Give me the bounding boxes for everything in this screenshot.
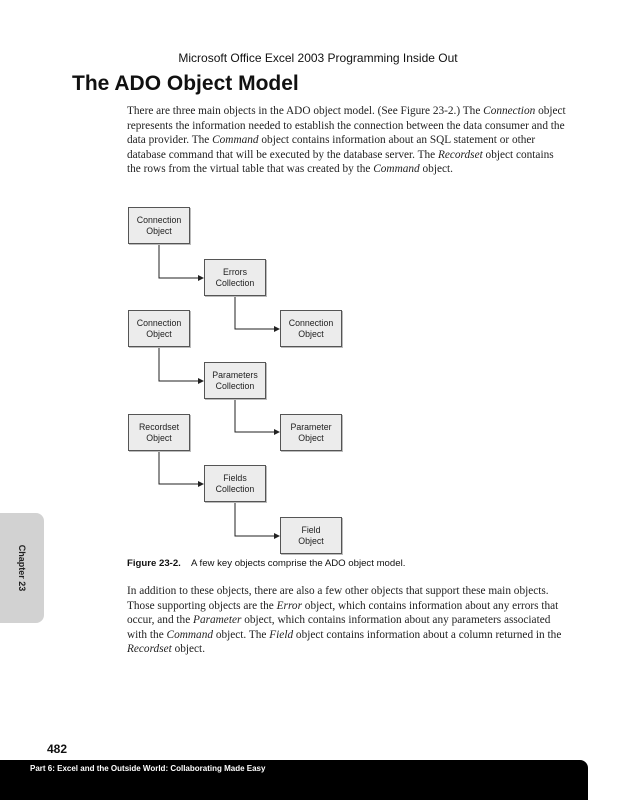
figure-caption (127, 558, 405, 569)
part-label: Part 6: Excel and the Outside World: Collaborating Made Easy (30, 764, 266, 773)
chapter-tab-label: Chapter 23 (17, 544, 27, 592)
connector-arrow (159, 451, 203, 484)
connector-arrow (159, 244, 203, 278)
recordset-object-box: Recordset Object (128, 414, 190, 451)
field-object-box: Field Object (280, 517, 342, 554)
page-number: 482 (47, 742, 68, 756)
parameters-collection-box: Parameters Collection (204, 362, 266, 399)
parameter-object-box: Parameter Object (280, 414, 342, 451)
connector-arrow (235, 399, 279, 432)
footer-bar (0, 760, 588, 800)
connection-object-box: Connection Object (128, 310, 190, 347)
supporting-objects-paragraph: In addition to these objects, there are also a few other objects that support these main objects. Those supporting objects are the Error object, which contains information about any errors that occur, and the Parameter object, which contains information about any parameters associated with the Command object. The Field object contains information about a column returned in the Recordset object. (127, 585, 562, 656)
fields-collection-box: Fields Collection (204, 465, 266, 502)
chapter-tab (0, 513, 44, 623)
connection-object-box: Connection Object (128, 207, 190, 244)
section-title: The ADO Object Model (72, 72, 299, 95)
figure-caption-text: A few key objects comprise the ADO object model. (191, 558, 406, 569)
connection-object-box: Connection Object (280, 310, 342, 347)
running-head: Microsoft Office Excel 2003 Programming Inside Out (178, 51, 458, 65)
figure-number: Figure 23-2. (127, 558, 181, 569)
errors-collection-box: Errors Collection (204, 259, 266, 296)
connector-arrow (235, 502, 279, 536)
intro-paragraph: There are three main objects in the ADO object model. (See Figure 23-2.) The Connection object represents the information needed to establish the connection between the data consumer and the data provider. The Command object contains information about an SQL statement or other database command that will be executed by the database server. The Recordset object contains the rows from the virtual table that was created by the Command object. (127, 105, 566, 176)
connector-arrow (159, 347, 203, 381)
connector-arrow (235, 296, 279, 329)
